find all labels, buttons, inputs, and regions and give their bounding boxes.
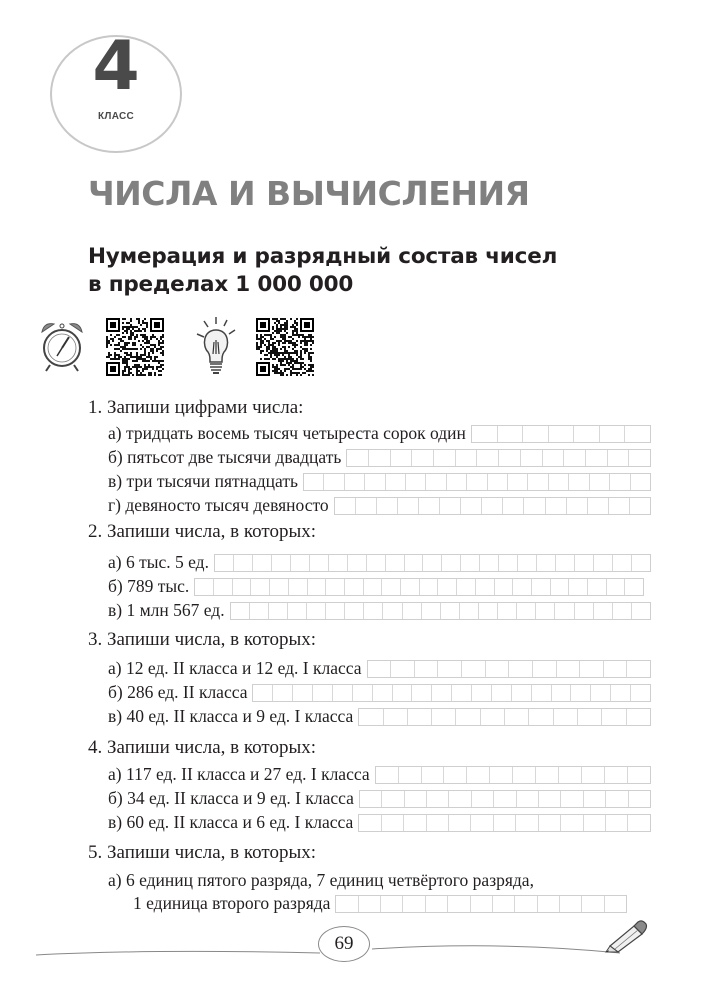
task-1d-row bbox=[108, 495, 651, 516]
answer-cell[interactable] bbox=[462, 661, 486, 677]
task-item-label: г) девяносто тысяч девяносто bbox=[108, 495, 329, 515]
answer-cell[interactable] bbox=[335, 498, 356, 514]
answer-cell[interactable] bbox=[532, 579, 551, 595]
pencil-icon bbox=[600, 914, 650, 954]
answer-cell[interactable] bbox=[214, 579, 233, 595]
answer-cell[interactable] bbox=[382, 579, 401, 595]
answer-cell[interactable] bbox=[517, 603, 536, 619]
answer-cell[interactable] bbox=[442, 555, 461, 571]
answer-cell[interactable] bbox=[452, 685, 472, 701]
answer-cell[interactable] bbox=[360, 791, 382, 807]
answer-cell[interactable] bbox=[401, 579, 420, 595]
answer-cell[interactable] bbox=[231, 603, 250, 619]
answer-cell[interactable] bbox=[560, 896, 582, 912]
answer-cell[interactable] bbox=[467, 474, 487, 490]
answer-cell[interactable] bbox=[348, 555, 367, 571]
answer-cell[interactable] bbox=[291, 555, 310, 571]
grade-badge bbox=[50, 27, 182, 153]
answer-cell[interactable] bbox=[384, 709, 408, 725]
answer-cells[interactable] bbox=[359, 790, 651, 808]
answer-cell[interactable] bbox=[398, 498, 419, 514]
answer-cell[interactable] bbox=[477, 450, 499, 466]
answer-cell[interactable] bbox=[521, 450, 543, 466]
answer-cells[interactable] bbox=[346, 449, 651, 467]
answer-cell[interactable] bbox=[606, 791, 628, 807]
answer-cell[interactable] bbox=[373, 685, 393, 701]
answer-cell[interactable] bbox=[627, 661, 650, 677]
task-3a-row bbox=[108, 658, 651, 679]
answer-cell[interactable] bbox=[512, 685, 532, 701]
answer-cell[interactable] bbox=[347, 450, 369, 466]
answer-cell[interactable] bbox=[539, 815, 561, 831]
answer-cell[interactable] bbox=[524, 498, 545, 514]
task-item-label: б) пятьсот две тысячи двадцать bbox=[108, 447, 342, 467]
answer-cell[interactable] bbox=[324, 474, 344, 490]
answer-cell[interactable] bbox=[288, 603, 307, 619]
section-title: ЧИСЛА И ВЫЧИСЛЕНИЯ bbox=[88, 174, 530, 213]
answer-cell[interactable] bbox=[365, 474, 385, 490]
answer-cell[interactable] bbox=[513, 767, 536, 783]
answer-cell[interactable] bbox=[461, 498, 482, 514]
grade-number: 4 bbox=[92, 27, 140, 106]
answer-cell[interactable] bbox=[386, 555, 405, 571]
answer-cell[interactable] bbox=[523, 426, 549, 442]
answer-cell[interactable] bbox=[481, 709, 505, 725]
answer-cell[interactable] bbox=[364, 603, 383, 619]
answer-cell[interactable] bbox=[515, 896, 537, 912]
answer-cell[interactable] bbox=[472, 791, 494, 807]
answer-cell[interactable] bbox=[556, 555, 575, 571]
answer-cell[interactable] bbox=[359, 896, 381, 912]
answer-cell[interactable] bbox=[404, 815, 426, 831]
answer-cell[interactable] bbox=[632, 603, 650, 619]
answer-cells[interactable] bbox=[375, 766, 651, 784]
answer-cell[interactable] bbox=[536, 767, 559, 783]
answer-cell[interactable] bbox=[538, 896, 560, 912]
answer-cell[interactable] bbox=[492, 685, 512, 701]
answer-cell[interactable] bbox=[307, 603, 326, 619]
answer-cells[interactable] bbox=[335, 895, 627, 913]
answer-cell[interactable] bbox=[631, 474, 650, 490]
answer-cell[interactable] bbox=[353, 685, 373, 701]
answer-cell[interactable] bbox=[628, 767, 650, 783]
answer-cell[interactable] bbox=[250, 603, 269, 619]
answer-cell[interactable] bbox=[476, 579, 495, 595]
answer-cell[interactable] bbox=[460, 603, 479, 619]
answer-cell[interactable] bbox=[575, 555, 594, 571]
answer-cell[interactable] bbox=[215, 555, 234, 571]
answer-cell[interactable] bbox=[529, 709, 553, 725]
task-4b-row bbox=[108, 788, 651, 809]
answer-cell[interactable] bbox=[609, 498, 630, 514]
answer-cell[interactable] bbox=[289, 579, 308, 595]
task-item-label: б) 286 ед. II класса bbox=[108, 682, 248, 702]
answer-cell[interactable] bbox=[457, 579, 476, 595]
answer-cell[interactable] bbox=[594, 603, 613, 619]
answer-cell[interactable] bbox=[234, 555, 253, 571]
answer-cell[interactable] bbox=[415, 661, 439, 677]
task-item-label: в) 60 ед. II класса и 6 ед. I класса bbox=[108, 812, 354, 832]
answer-cell[interactable] bbox=[461, 555, 480, 571]
answer-cell[interactable] bbox=[382, 815, 404, 831]
answer-cell[interactable] bbox=[441, 603, 460, 619]
answer-cells[interactable] bbox=[334, 497, 651, 515]
task-2c-row bbox=[108, 600, 651, 621]
answer-cell[interactable] bbox=[586, 450, 608, 466]
answer-cell[interactable] bbox=[253, 555, 272, 571]
answer-cell[interactable] bbox=[567, 498, 588, 514]
answer-cell[interactable] bbox=[422, 767, 445, 783]
answer-cell[interactable] bbox=[499, 555, 518, 571]
answer-cell[interactable] bbox=[539, 791, 561, 807]
answer-cell[interactable] bbox=[584, 815, 606, 831]
answer-cell[interactable] bbox=[386, 474, 406, 490]
answer-cell[interactable] bbox=[608, 450, 630, 466]
answer-cell[interactable] bbox=[471, 896, 493, 912]
task-item-label: 1 единица второго разряда bbox=[133, 893, 331, 913]
answer-cell[interactable] bbox=[467, 767, 490, 783]
answer-cell[interactable] bbox=[345, 474, 365, 490]
answer-cells[interactable] bbox=[230, 602, 651, 620]
answer-cell[interactable] bbox=[629, 791, 650, 807]
answer-cell[interactable] bbox=[613, 555, 632, 571]
answer-cell[interactable] bbox=[607, 579, 626, 595]
task-2a-row bbox=[108, 552, 651, 573]
answer-cell[interactable] bbox=[509, 661, 533, 677]
answer-cell[interactable] bbox=[293, 685, 313, 701]
answer-cell[interactable] bbox=[426, 474, 446, 490]
task-item-label: в) 1 млн 567 ед. bbox=[108, 600, 225, 620]
answer-cell[interactable] bbox=[382, 791, 404, 807]
answer-cell[interactable] bbox=[582, 767, 605, 783]
task-item-label: а) 6 тыс. 5 ед. bbox=[108, 552, 209, 572]
answer-cell[interactable] bbox=[629, 450, 650, 466]
answer-cell[interactable] bbox=[326, 603, 345, 619]
answer-cell[interactable] bbox=[272, 555, 291, 571]
answer-cell[interactable] bbox=[600, 426, 626, 442]
answer-cell[interactable] bbox=[456, 709, 480, 725]
answer-cell[interactable] bbox=[434, 450, 456, 466]
task-5a-row bbox=[108, 870, 539, 891]
answer-cell[interactable] bbox=[590, 474, 610, 490]
answer-cell[interactable] bbox=[555, 603, 574, 619]
answer-cell[interactable] bbox=[610, 474, 630, 490]
answer-cell[interactable] bbox=[606, 815, 628, 831]
answer-cell[interactable] bbox=[602, 709, 626, 725]
answer-cell[interactable] bbox=[195, 579, 214, 595]
answer-cell[interactable] bbox=[493, 896, 515, 912]
grade-label: КЛАСС bbox=[97, 111, 135, 122]
answer-cell[interactable] bbox=[251, 579, 270, 595]
answer-cell[interactable] bbox=[403, 603, 422, 619]
qr-code bbox=[256, 318, 314, 376]
answer-cell[interactable] bbox=[383, 603, 402, 619]
task-1c-row bbox=[108, 471, 651, 492]
task-4c-row bbox=[108, 812, 651, 833]
answer-cell[interactable] bbox=[574, 426, 600, 442]
subtitle-line-1: Нумерация и разрядный состав чисел bbox=[88, 244, 558, 269]
answer-cell[interactable] bbox=[482, 498, 503, 514]
answer-cell[interactable] bbox=[310, 555, 329, 571]
task-item-label: а) тридцать восемь тысяч четыреста сорок один bbox=[108, 423, 466, 443]
answer-cell[interactable] bbox=[447, 474, 467, 490]
answer-cell[interactable] bbox=[480, 555, 499, 571]
task-5a-row-cont bbox=[133, 893, 627, 914]
answer-cell[interactable] bbox=[359, 709, 383, 725]
answer-cell[interactable] bbox=[440, 498, 461, 514]
answer-cell[interactable] bbox=[376, 767, 399, 783]
answer-cell[interactable] bbox=[625, 579, 643, 595]
task-3-heading: 3. Запиши числа, в которых: bbox=[88, 629, 316, 650]
answer-cell[interactable] bbox=[561, 815, 583, 831]
answer-cell[interactable] bbox=[569, 579, 588, 595]
answer-cell[interactable] bbox=[449, 791, 471, 807]
task-item-label: в) три тысячи пятнадцать bbox=[108, 471, 298, 491]
answer-cell[interactable] bbox=[406, 474, 426, 490]
answer-cell[interactable] bbox=[427, 815, 449, 831]
answer-cell[interactable] bbox=[551, 579, 570, 595]
answer-cell[interactable] bbox=[313, 685, 333, 701]
answer-cell[interactable] bbox=[444, 767, 467, 783]
answer-cell[interactable] bbox=[253, 685, 273, 701]
answer-cell[interactable] bbox=[367, 555, 386, 571]
answer-cell[interactable] bbox=[569, 474, 589, 490]
answer-cell[interactable] bbox=[438, 579, 457, 595]
answer-cell[interactable] bbox=[564, 450, 586, 466]
qr-code bbox=[106, 318, 164, 376]
task-1a-row bbox=[108, 423, 651, 444]
task-item-label: в) 40 ед. II класса и 9 ед. I класса bbox=[108, 706, 354, 726]
answer-cell[interactable] bbox=[532, 685, 552, 701]
answer-cells[interactable] bbox=[252, 684, 651, 702]
answer-cell[interactable] bbox=[329, 555, 348, 571]
answer-cell[interactable] bbox=[399, 767, 422, 783]
task-2-heading: 2. Запиши числа, в которых: bbox=[88, 521, 316, 542]
answer-cell[interactable] bbox=[345, 579, 364, 595]
answer-cell[interactable] bbox=[405, 791, 427, 807]
answer-cells[interactable] bbox=[358, 708, 651, 726]
answer-cell[interactable] bbox=[605, 896, 626, 912]
answer-cell[interactable] bbox=[432, 709, 456, 725]
answer-cell[interactable] bbox=[472, 426, 498, 442]
answer-cell[interactable] bbox=[549, 474, 569, 490]
answer-cell[interactable] bbox=[625, 426, 650, 442]
answer-cell[interactable] bbox=[405, 555, 424, 571]
answer-cell[interactable] bbox=[528, 474, 548, 490]
answer-cell[interactable] bbox=[508, 474, 528, 490]
answer-cell[interactable] bbox=[438, 661, 462, 677]
task-item-label: а) 12 ед. II класса и 12 ед. I класса bbox=[108, 658, 362, 678]
answer-cell[interactable] bbox=[486, 661, 510, 677]
answer-cell[interactable] bbox=[594, 555, 613, 571]
answer-cell[interactable] bbox=[605, 767, 628, 783]
answer-cell[interactable] bbox=[559, 767, 582, 783]
answer-cell[interactable] bbox=[412, 685, 432, 701]
subtitle-line-2: в пределах 1 000 000 bbox=[88, 272, 354, 297]
answer-cell[interactable] bbox=[561, 791, 583, 807]
answer-cell[interactable] bbox=[233, 579, 252, 595]
answer-cell[interactable] bbox=[549, 426, 575, 442]
answer-cell[interactable] bbox=[631, 685, 650, 701]
task-2b-row bbox=[108, 576, 644, 597]
answer-cell[interactable] bbox=[537, 555, 556, 571]
alarm-clock-icon bbox=[36, 318, 88, 374]
answer-cell[interactable] bbox=[479, 603, 498, 619]
answer-cell[interactable] bbox=[364, 579, 383, 595]
answer-cell[interactable] bbox=[345, 603, 364, 619]
answer-cell[interactable] bbox=[503, 498, 524, 514]
answer-cell[interactable] bbox=[582, 896, 604, 912]
answer-cell[interactable] bbox=[432, 685, 452, 701]
answer-cell[interactable] bbox=[420, 579, 439, 595]
task-item-label: б) 789 тыс. bbox=[108, 576, 190, 596]
answer-cell[interactable] bbox=[604, 661, 628, 677]
answer-cells[interactable] bbox=[194, 578, 644, 596]
task-item-label: а) 117 ед. II класса и 27 ед. I класса bbox=[108, 764, 370, 784]
answer-cell[interactable] bbox=[412, 450, 434, 466]
task-1b-row bbox=[108, 447, 651, 468]
answer-cell[interactable] bbox=[516, 815, 538, 831]
answer-cell[interactable] bbox=[304, 474, 324, 490]
answer-cell[interactable] bbox=[426, 896, 448, 912]
answer-cell[interactable] bbox=[588, 579, 607, 595]
answer-cell[interactable] bbox=[368, 661, 392, 677]
answer-cell[interactable] bbox=[536, 603, 555, 619]
answer-cell[interactable] bbox=[448, 896, 470, 912]
answer-cell[interactable] bbox=[571, 685, 591, 701]
answer-cell[interactable] bbox=[580, 661, 604, 677]
answer-cell[interactable] bbox=[498, 426, 524, 442]
answer-cell[interactable] bbox=[557, 661, 581, 677]
answer-cell[interactable] bbox=[591, 685, 611, 701]
task-1-heading: 1. Запиши цифрами числа: bbox=[88, 397, 304, 418]
answer-cell[interactable] bbox=[393, 685, 413, 701]
answer-cell[interactable] bbox=[630, 498, 650, 514]
answer-cell[interactable] bbox=[494, 791, 516, 807]
answer-cell[interactable] bbox=[632, 555, 650, 571]
answer-cell[interactable] bbox=[456, 450, 478, 466]
answer-cell[interactable] bbox=[377, 498, 398, 514]
answer-cell[interactable] bbox=[575, 603, 594, 619]
answer-cell[interactable] bbox=[490, 767, 513, 783]
answer-cell[interactable] bbox=[578, 709, 602, 725]
answer-cell[interactable] bbox=[546, 498, 567, 514]
answer-cell[interactable] bbox=[471, 815, 493, 831]
answer-cell[interactable] bbox=[499, 450, 521, 466]
answer-cell[interactable] bbox=[336, 896, 358, 912]
answer-cell[interactable] bbox=[408, 709, 432, 725]
answer-cells[interactable] bbox=[367, 660, 652, 678]
answer-cell[interactable] bbox=[613, 603, 632, 619]
answer-cell[interactable] bbox=[423, 555, 442, 571]
answer-cell[interactable] bbox=[588, 498, 609, 514]
answer-cell[interactable] bbox=[518, 555, 537, 571]
answer-cell[interactable] bbox=[498, 603, 517, 619]
answer-cell[interactable] bbox=[495, 579, 514, 595]
answer-cell[interactable] bbox=[517, 791, 539, 807]
task-4a-row bbox=[108, 764, 651, 785]
answer-cell[interactable] bbox=[269, 603, 288, 619]
answer-cell[interactable] bbox=[326, 579, 345, 595]
answer-cell[interactable] bbox=[359, 815, 381, 831]
answer-cell[interactable] bbox=[419, 498, 440, 514]
answer-cell[interactable] bbox=[628, 815, 649, 831]
answer-cell[interactable] bbox=[270, 579, 289, 595]
answer-cell[interactable] bbox=[554, 709, 578, 725]
answer-cell[interactable] bbox=[356, 498, 377, 514]
task-4-heading: 4. Запиши числа, в которых: bbox=[88, 737, 316, 758]
answer-cell[interactable] bbox=[369, 450, 391, 466]
answer-cell[interactable] bbox=[308, 579, 327, 595]
answer-cell[interactable] bbox=[505, 709, 529, 725]
task-3b-row bbox=[108, 682, 651, 703]
answer-cell[interactable] bbox=[422, 603, 441, 619]
task-3c-row bbox=[108, 706, 651, 727]
answer-cell[interactable] bbox=[552, 685, 572, 701]
light-bulb-icon bbox=[193, 316, 239, 378]
page-number: 69 bbox=[318, 926, 370, 962]
task-item-label: а) 6 единиц пятого разряда, 7 единиц четвёртого разряда, bbox=[108, 870, 534, 890]
task-5-heading: 5. Запиши числа, в которых: bbox=[88, 842, 316, 863]
answer-cell[interactable] bbox=[627, 709, 650, 725]
answer-cell[interactable] bbox=[584, 791, 606, 807]
answer-cell[interactable] bbox=[403, 896, 425, 912]
task-item-label: б) 34 ед. II класса и 9 ед. I класса bbox=[108, 788, 354, 808]
answer-cell[interactable] bbox=[472, 685, 492, 701]
answer-cell[interactable] bbox=[391, 450, 413, 466]
answer-cell[interactable] bbox=[611, 685, 631, 701]
answer-cell[interactable] bbox=[543, 450, 565, 466]
answer-cell[interactable] bbox=[333, 685, 353, 701]
answer-cell[interactable] bbox=[391, 661, 415, 677]
answer-cell[interactable] bbox=[494, 815, 516, 831]
answer-cell[interactable] bbox=[449, 815, 471, 831]
answer-cells[interactable] bbox=[358, 814, 651, 832]
answer-cells[interactable] bbox=[471, 425, 651, 443]
answer-cells[interactable] bbox=[303, 473, 651, 491]
answer-cell[interactable] bbox=[488, 474, 508, 490]
answer-cells[interactable] bbox=[214, 554, 651, 572]
answer-cell[interactable] bbox=[273, 685, 293, 701]
answer-cell[interactable] bbox=[513, 579, 532, 595]
answer-cell[interactable] bbox=[533, 661, 557, 677]
answer-cell[interactable] bbox=[381, 896, 403, 912]
answer-cell[interactable] bbox=[427, 791, 449, 807]
